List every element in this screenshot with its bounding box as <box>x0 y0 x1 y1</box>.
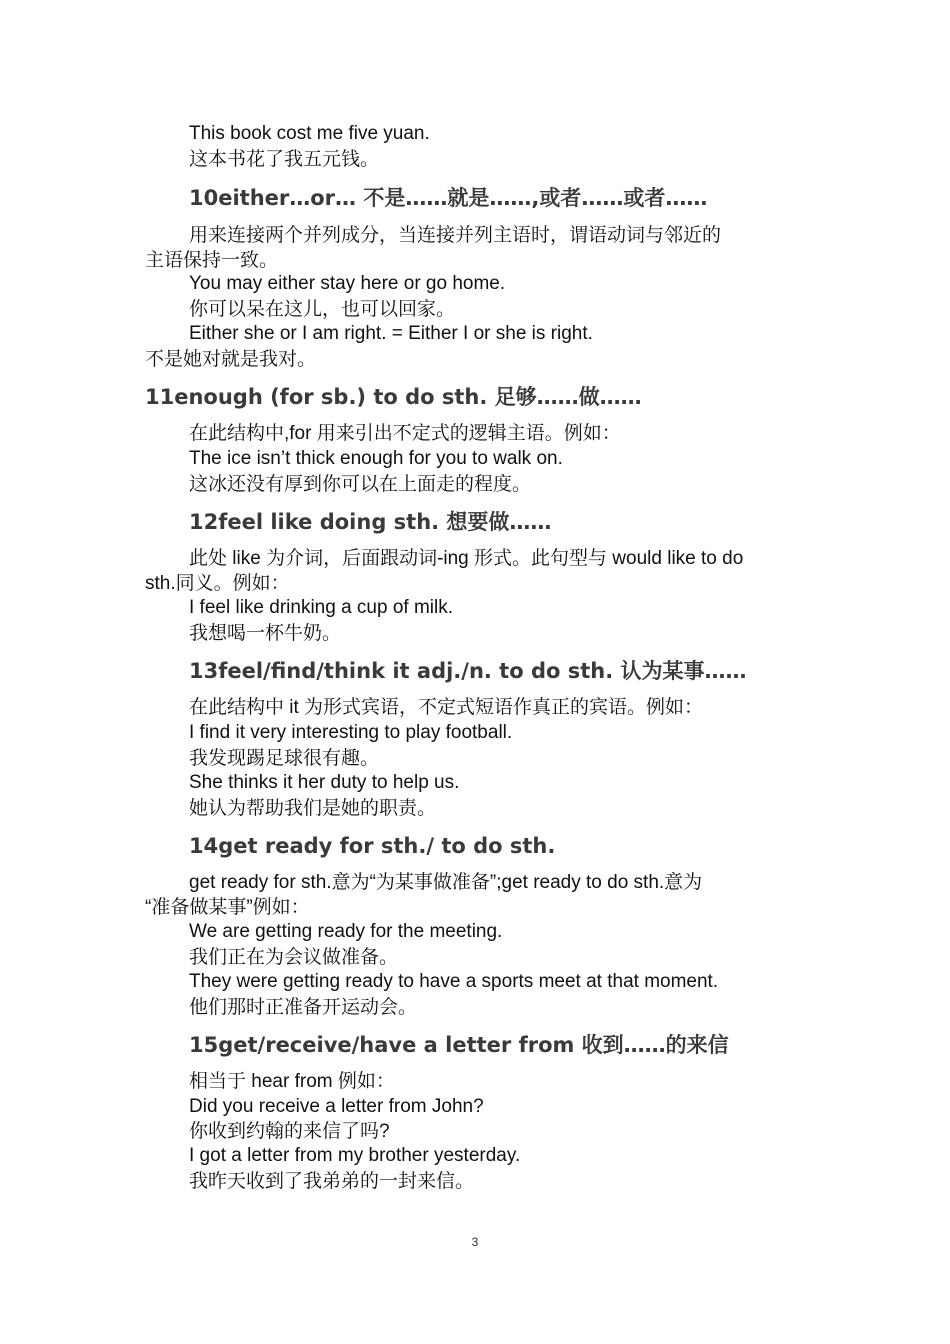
example-translation: 他们那时正准备开运动会。 <box>189 997 418 1018</box>
explanation-text: 在此结构中,for 用来引出不定式的逻辑主语。例如： <box>189 423 621 444</box>
section-heading-14: 14get ready for sth./ to do sth. <box>189 834 556 858</box>
explanation-text: sth.同义。例如： <box>145 573 290 594</box>
example-translation: 这本书花了我五元钱。 <box>189 149 380 170</box>
example-sentence: The ice isn’t thick enough for you to walk on. <box>189 448 563 469</box>
explanation-text: 相当于 hear from 例如： <box>189 1071 395 1092</box>
section-heading-10: 10either…or… 不是……就是……,或者……或者…… <box>189 186 708 210</box>
example-sentence: I find it very interesting to play football. <box>189 722 513 743</box>
explanation-text: get ready for sth.意为“为某事做准备”;get ready to do sth.意为 <box>189 872 703 893</box>
explanation-text: 在此结构中 it 为形式宾语，不定式短语作真正的宾语。例如： <box>189 697 704 718</box>
explanation-text: “准备做某事”例如： <box>145 897 310 918</box>
example-translation: 我想喝一杯牛奶。 <box>189 623 342 644</box>
example-translation: 你收到约翰的来信了吗? <box>189 1121 390 1142</box>
example-sentence: Either she or I am right. = Either I or she is right. <box>189 323 593 344</box>
example-sentence: They were getting ready to have a sports meet at that moment. <box>189 971 719 992</box>
example-sentence: I got a letter from my brother yesterday. <box>189 1145 521 1166</box>
section-heading-12: 12feel like doing sth. 想要做…… <box>189 510 552 534</box>
example-sentence: I feel like drinking a cup of milk. <box>189 597 454 618</box>
example-sentence: We are getting ready for the meeting. <box>189 921 503 942</box>
example-translation: 我们正在为会议做准备。 <box>189 947 399 968</box>
example-sentence: Did you receive a letter from John? <box>189 1096 484 1117</box>
explanation-text: 主语保持一致。 <box>145 250 279 271</box>
example-translation: 你可以呆在这儿，也可以回家。 <box>189 299 456 320</box>
section-heading-13: 13feel/find/think it adj./n. to do sth. 认为某事…… <box>189 659 747 683</box>
example-translation: 这冰还没有厚到你可以在上面走的程度。 <box>189 474 532 495</box>
explanation-text: 用来连接两个并列成分，当连接并列主语时，谓语动词与邻近的 <box>189 225 722 246</box>
example-sentence: This book cost me five yuan. <box>189 123 430 144</box>
example-translation: 不是她对就是我对。 <box>145 349 317 370</box>
example-translation: 她认为帮助我们是她的职责。 <box>189 798 437 819</box>
section-heading-11: 11enough (for sb.) to do sth. 足够……做…… <box>145 385 642 409</box>
example-translation: 我发现踢足球很有趣。 <box>189 748 380 769</box>
page-number: 3 <box>471 1235 479 1249</box>
explanation-text: 此处 like 为介词，后面跟动词-ing 形式。此句型与 would like to do <box>189 548 744 569</box>
section-heading-15: 15get/receive/have a letter from 收到……的来信 <box>189 1033 729 1057</box>
example-sentence: She thinks it her duty to help us. <box>189 772 460 793</box>
example-translation: 我昨天收到了我弟弟的一封来信。 <box>189 1171 475 1192</box>
example-sentence: You may either stay here or go home. <box>189 273 506 294</box>
